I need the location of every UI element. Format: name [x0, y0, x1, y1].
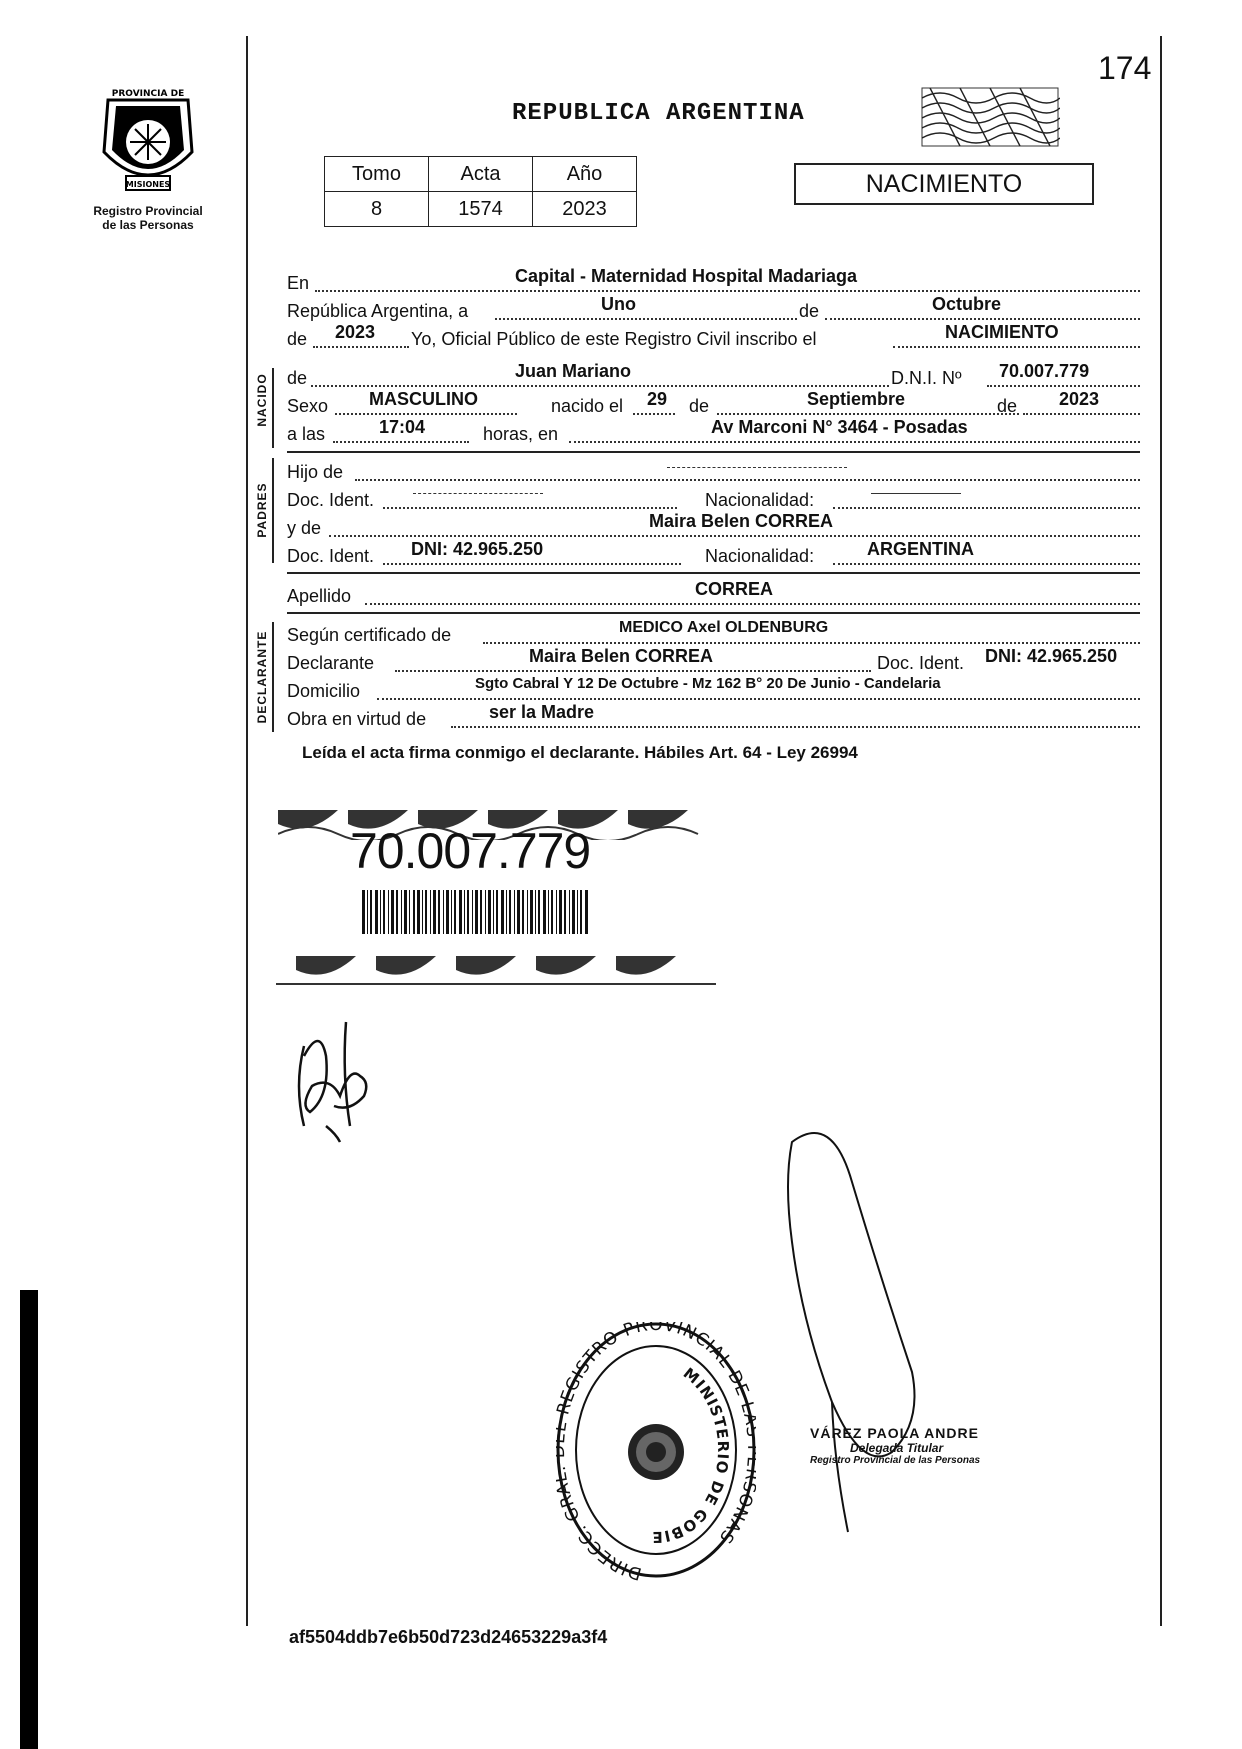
separator-apellido — [287, 612, 1140, 614]
nacido-el-label: nacido el — [551, 396, 624, 416]
registry-label-line1: Registro Provincial — [93, 204, 203, 218]
republica-label: República Argentina, a — [287, 301, 469, 321]
guilloche-band-icon — [276, 954, 716, 988]
tomo-header: Tomo — [325, 157, 429, 192]
barcode-bottom-pattern — [276, 954, 716, 988]
official-signature — [772, 1122, 942, 1542]
alas-label: a las — [287, 424, 326, 444]
closing-note: Leída el acta firma conmigo el declarante. Hábiles Art. 64 - Ley 26994 — [302, 743, 858, 762]
tomo-table-header-row — [325, 157, 637, 192]
tomo-acta-table — [324, 156, 637, 227]
stamp-inner-text: MINISTERIO DE GOBIE — [651, 1364, 733, 1547]
declarante-section-bar — [272, 622, 274, 732]
father-cancelled-line — [667, 467, 847, 468]
dni-label: D.N.I. Nº — [891, 368, 962, 388]
child-name-value: Juan Mariano — [515, 361, 632, 381]
birth-day-value: 29 — [647, 389, 668, 409]
domicilio-label: Domicilio — [287, 681, 361, 701]
nac2-label: Nacionalidad: — [705, 546, 815, 566]
document-hash: af5504ddb7e6b50d723d24653229a3f4 — [289, 1627, 608, 1647]
separator-padres — [287, 572, 1140, 574]
padres-section-label: PADRES — [255, 482, 269, 538]
seal-bottom-text: MISIONES — [125, 180, 171, 189]
row-obra — [287, 702, 1140, 732]
doc2-label: Doc. Ident. — [287, 546, 375, 566]
left-margin-line — [246, 36, 248, 1626]
birth-place-value: Av Marconi N° 3464 - Posadas — [711, 417, 968, 437]
row-doc2 — [287, 539, 1140, 569]
place-of-birth-value: Capital - Maternidad Hospital Madariaga — [515, 266, 858, 286]
declarant-signature — [290, 1016, 400, 1146]
provincial-seal — [88, 80, 208, 200]
tomo-table-value-row — [325, 192, 637, 227]
nac1-label: Nacionalidad: — [705, 490, 815, 510]
birth-time-value: 17:04 — [379, 417, 426, 437]
security-pattern — [920, 86, 1060, 148]
de-label-1: de — [799, 301, 820, 321]
domicilio-value: Sgto Cabral Y 12 De Octubre - Mz 162 B° 20 De Junio - Candelaria — [475, 675, 941, 692]
official-role: Delegada Titular — [850, 1441, 944, 1455]
signature-icon — [290, 1016, 400, 1146]
official-name: VÁREZ PAOLA ANDRE — [810, 1425, 979, 1441]
acta-value: 1574 — [429, 192, 533, 227]
apellido-label: Apellido — [287, 586, 352, 606]
nacido-section-bar — [272, 368, 274, 448]
yde-label: y de — [287, 518, 322, 538]
registry-label — [78, 204, 218, 232]
anio-header: Año — [533, 157, 637, 192]
seal-top-text: PROVINCIA DE — [111, 89, 185, 99]
barcode-number: 70.007.779 — [350, 823, 591, 879]
barcode — [362, 890, 590, 934]
misiones-seal-icon — [88, 80, 208, 200]
tomo-value: 8 — [325, 192, 429, 227]
inscription-day-value: Uno — [601, 294, 636, 314]
anio-value: 2023 — [533, 192, 637, 227]
sexo-value: MASCULINO — [369, 389, 478, 409]
nacido-de-label: de — [287, 368, 308, 388]
en-label: En — [287, 273, 310, 293]
oficial-text: Yo, Oficial Público de este Registro Civil inscribo el — [411, 329, 817, 349]
declarante-label: Declarante — [287, 653, 375, 673]
left-scan-edge — [20, 1290, 38, 1749]
page-number: 174 — [1098, 50, 1152, 86]
horas-label: horas, en — [483, 424, 559, 444]
row-apellido — [287, 579, 1140, 609]
signature-icon — [772, 1122, 942, 1542]
declarante-doc-value: DNI: 42.965.250 — [985, 646, 1118, 666]
guilloche-icon — [920, 86, 1060, 148]
certificate-doctor-value: MEDICO Axel OLDENBURG — [619, 619, 829, 636]
birth-de-label-1: de — [689, 396, 710, 416]
nacido-section-label: NACIDO — [255, 373, 269, 427]
segun-label: Según certificado de — [287, 625, 452, 645]
declarante-section-label: DECLARANTE — [255, 630, 269, 724]
doc1-label: Doc. Ident. — [287, 490, 375, 510]
barcode-icon — [362, 890, 590, 934]
father-doc-cancelled — [413, 493, 543, 494]
row-domicilio — [287, 675, 1140, 704]
declarante-name-value: Maira Belen CORREA — [529, 646, 714, 666]
birth-de-label-2: de — [997, 396, 1018, 416]
inscription-month-value: Octubre — [932, 294, 1002, 314]
father-nac-cancelled — [871, 493, 961, 494]
birth-month-value: Septiembre — [807, 389, 906, 409]
right-margin-line — [1160, 36, 1162, 1626]
row-alas — [287, 417, 1140, 447]
separator-nacido — [287, 451, 1140, 453]
apellido-value: CORREA — [695, 579, 774, 599]
ministry-stamp-icon — [556, 1322, 756, 1582]
obra-value: ser la Madre — [489, 702, 595, 722]
obra-label: Obra en virtud de — [287, 709, 427, 729]
registry-label-line2: de las Personas — [102, 218, 194, 232]
inscribo-value: NACIMIENTO — [945, 322, 1059, 342]
mother-nationality-value: ARGENTINA — [867, 539, 974, 559]
row-en — [287, 266, 1140, 296]
hijo-label: Hijo de — [287, 462, 344, 482]
official-block — [810, 1425, 1040, 1466]
row-hijo — [287, 459, 1140, 485]
inscription-year-value: 2023 — [335, 322, 376, 342]
padres-section-bar — [272, 458, 274, 563]
mother-name-value: Maira Belen CORREA — [649, 511, 834, 531]
mother-doc-value: DNI: 42.965.250 — [411, 539, 544, 559]
birth-year-value: 2023 — [1059, 389, 1100, 409]
document-title: REPUBLICA ARGENTINA — [512, 100, 805, 127]
acta-header: Acta — [429, 157, 533, 192]
stamp-outer-text: DIRECC. GR EGISTRO PROVINCIAL DE ONAS — [556, 1322, 756, 1582]
sexo-label: Sexo — [287, 396, 329, 416]
child-dni-value: 70.007.779 — [999, 361, 1090, 381]
de-label-2: de — [287, 329, 308, 349]
declarante-doc-label: Doc. Ident. — [877, 653, 965, 673]
row-oficial — [287, 322, 1140, 352]
official-org: Registro Provincial de las Personas — [810, 1455, 981, 1466]
official-round-stamp — [556, 1322, 756, 1582]
record-type-box: NACIMIENTO — [794, 163, 1094, 205]
